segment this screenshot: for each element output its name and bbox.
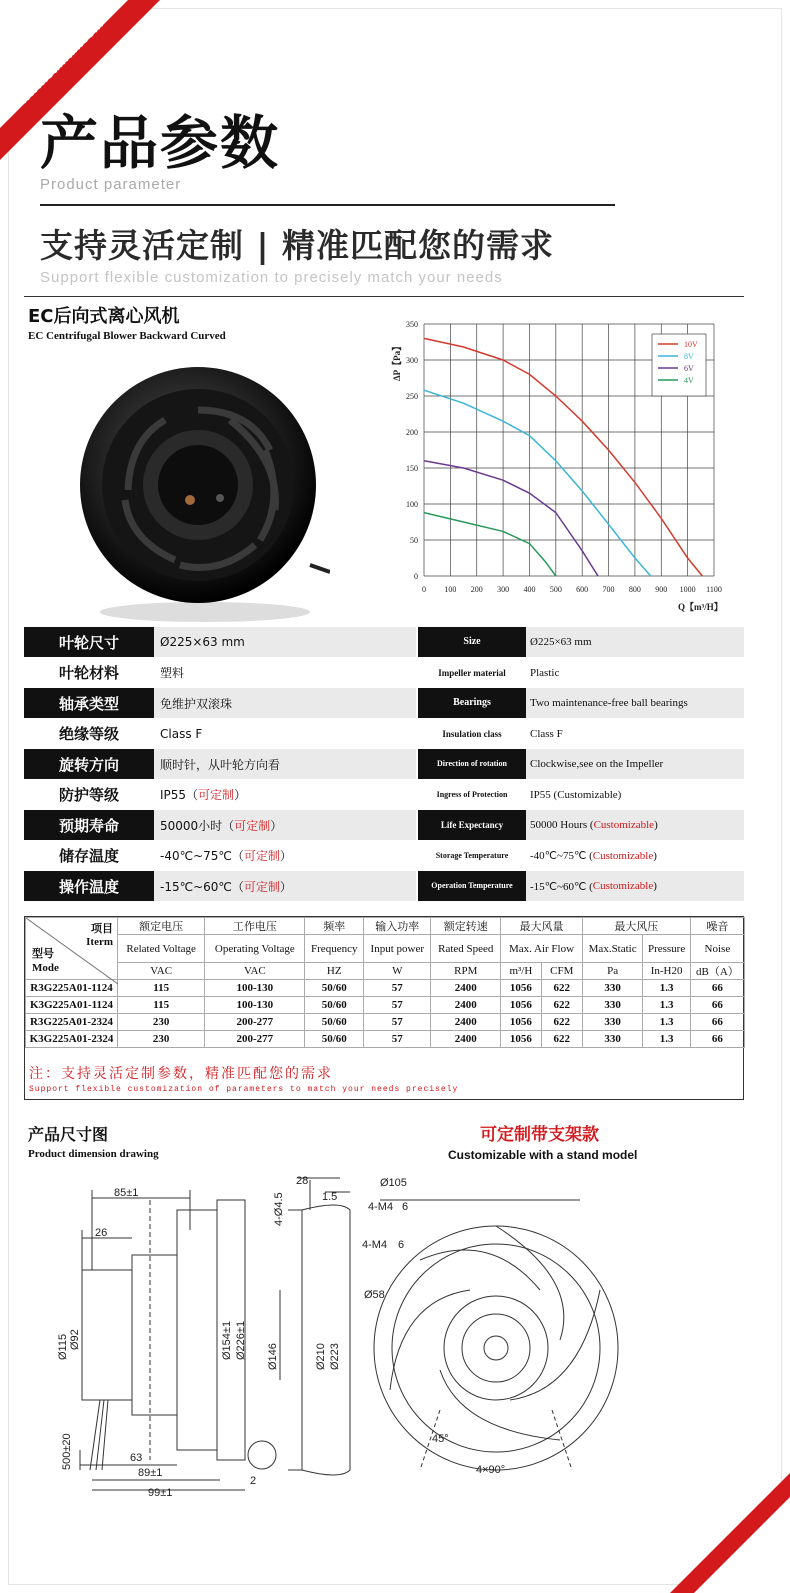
x-tick-label: 1000 xyxy=(679,585,696,594)
legend-label: 6V xyxy=(684,364,694,373)
dim-105: Ø105 xyxy=(380,1177,407,1189)
table-cell: 66 xyxy=(690,980,744,997)
dim-92: Ø92 xyxy=(69,1329,81,1350)
unit: W xyxy=(364,963,431,980)
table-cell: 622 xyxy=(541,997,582,1014)
x-tick-label: 1100 xyxy=(706,585,722,594)
col-head-cn: 额定电压 xyxy=(118,918,205,935)
y-tick-label: 0 xyxy=(414,572,418,581)
spec-value-en xyxy=(526,719,744,749)
table-cell: 1.3 xyxy=(643,997,690,1014)
spec-row xyxy=(24,688,744,718)
spec-row xyxy=(24,719,744,749)
spec-row xyxy=(24,658,744,688)
spec-label-cn: 旋转方向 xyxy=(24,749,154,779)
x-tick-label: 200 xyxy=(470,585,483,594)
customizable-tag: Customizable xyxy=(592,880,654,892)
dim-115: Ø115 xyxy=(57,1333,69,1360)
angle-90: 4×90° xyxy=(476,1464,506,1476)
spec-value-tail: ) xyxy=(654,819,658,831)
col-head-en: Frequency xyxy=(305,935,364,963)
spec-value-tail: ） xyxy=(279,849,292,863)
dim-99: 99±1 xyxy=(148,1487,173,1499)
custom-note-en: Support flexible customization of parameters to match your needs precisely xyxy=(29,1085,459,1094)
spec-value-en-text: IP55 (Customizable) xyxy=(530,788,622,801)
table-cell: 66 xyxy=(690,1031,744,1048)
dim-28: 28 xyxy=(296,1175,309,1187)
y-tick-label: 300 xyxy=(406,356,418,365)
spec-value-cn-text: -40℃~75℃（ xyxy=(160,849,244,863)
dim-58: Ø58 xyxy=(364,1289,385,1301)
spec-value-tail: ) xyxy=(653,880,657,892)
table-cell: 50/60 xyxy=(305,997,364,1014)
dim-85: 85±1 xyxy=(114,1187,139,1199)
dim-hole: 4-Ø4.5 xyxy=(273,1192,285,1226)
table-cell: 622 xyxy=(541,1031,582,1048)
dim-63: 63 xyxy=(130,1452,143,1464)
spec-value-cn xyxy=(154,627,416,657)
table-cell: 1.3 xyxy=(643,980,690,997)
custom-note: 注：支持灵活定制参数，精准匹配您的需求 xyxy=(29,1066,333,1082)
spec-label-cn: 叶轮材料 xyxy=(58,664,119,682)
spec-value-cn-text: Class F xyxy=(160,726,203,741)
spec-row xyxy=(24,627,744,657)
model-cn: 型号 xyxy=(32,947,54,960)
col-head-en: Pressure xyxy=(643,935,690,963)
table-cell: 330 xyxy=(582,980,643,997)
spec-value-cn-text: IP55（ xyxy=(160,788,199,802)
divider xyxy=(40,204,615,206)
col-head-en: Max.Static xyxy=(582,935,643,963)
col-head-en: Related Voltage xyxy=(118,935,205,963)
table-cell: 1056 xyxy=(501,1031,542,1048)
product-name-en: EC Centrifugal Blower Backward Curved xyxy=(28,330,226,342)
table-row xyxy=(26,1031,745,1048)
table-cell: 57 xyxy=(364,980,431,997)
spec-value-en-text: Clockwise,see on the Impeller xyxy=(530,758,664,770)
spec-value-en-text: Class F xyxy=(530,727,563,740)
spec-value-en xyxy=(526,780,744,810)
dim-2: 2 xyxy=(250,1475,257,1487)
page-subtitle: Product parameter xyxy=(40,176,182,193)
table-cell: 1056 xyxy=(501,1014,542,1031)
spec-value-en xyxy=(526,810,744,840)
item-cn: 项目 xyxy=(91,922,113,935)
unit: RPM xyxy=(431,963,501,980)
dim-m4b: 4-M4 xyxy=(362,1239,388,1251)
table-cell: 330 xyxy=(582,1014,643,1031)
dim-89: 89±1 xyxy=(138,1467,163,1479)
table-corner-cell xyxy=(26,918,118,980)
spec-row xyxy=(24,841,744,871)
table-cell: 2400 xyxy=(431,1031,501,1048)
series-line-4V xyxy=(424,513,556,576)
table-cell: 66 xyxy=(690,997,744,1014)
table-cell: 1.3 xyxy=(643,1014,690,1031)
y-tick-label: 200 xyxy=(406,428,418,437)
model-name: K3G225A01-2324 xyxy=(26,1031,118,1048)
spec-value-cn xyxy=(154,871,416,901)
unit: In-H20 xyxy=(643,963,690,980)
spec-label-cn: 操作温度 xyxy=(24,871,154,901)
table-row xyxy=(26,980,745,997)
fan-image xyxy=(80,350,330,625)
model-name: R3G225A01-2324 xyxy=(26,1014,118,1031)
table-cell: 330 xyxy=(582,1031,643,1048)
page-title: 产品参数 xyxy=(40,109,281,177)
spec-value-en-text: Ø225×63 mm xyxy=(530,636,592,648)
spec-value-cn xyxy=(154,810,416,840)
spec-value-cn xyxy=(154,658,416,688)
performance-chart xyxy=(378,306,738,618)
table-cell: 2400 xyxy=(431,997,501,1014)
spec-value-cn-text: 50000小时（ xyxy=(160,818,235,833)
x-tick-label: 500 xyxy=(549,585,562,594)
spec-label-cn: 轴承类型 xyxy=(24,688,154,718)
table-cell: 50/60 xyxy=(305,1031,364,1048)
stand-model-title: 可定制带支架款 xyxy=(480,1125,599,1145)
y-tick-label: 100 xyxy=(406,500,418,509)
col-head-en: Rated Speed xyxy=(431,935,501,963)
spec-value-cn-text: Ø225×63 mm xyxy=(160,635,245,649)
x-axis-label: Q【m³/H】 xyxy=(678,602,723,612)
dim-223: Ø223 xyxy=(329,1343,341,1370)
x-tick-label: 900 xyxy=(655,585,668,594)
x-tick-label: 300 xyxy=(497,585,510,594)
col-head-en: Max. Air Flow xyxy=(501,935,583,963)
col-head-en: Operating Voltage xyxy=(205,935,305,963)
spec-row xyxy=(24,749,744,779)
chart-legend xyxy=(652,334,706,396)
x-tick-label: 800 xyxy=(628,585,641,594)
dim-15: 1.5 xyxy=(322,1191,338,1203)
dim-depth: 6 xyxy=(402,1201,409,1213)
spec-value-cn-text: 免维护双滚珠 xyxy=(160,696,233,711)
spec-value-en-text: -15℃~60℃ ( xyxy=(530,880,593,893)
spec-value-cn xyxy=(154,719,416,749)
legend-label: 4V xyxy=(684,376,694,385)
col-head-cn: 额定转速 xyxy=(431,918,501,935)
customizable-tag: Customizable xyxy=(593,819,655,831)
dim-500: 500±20 xyxy=(61,1433,73,1470)
table-cell: 230 xyxy=(118,1031,205,1048)
spec-label-cn: 储存温度 xyxy=(58,847,119,865)
spec-label-en: Bearings xyxy=(418,688,526,718)
table-cell: 115 xyxy=(118,997,205,1014)
spec-row xyxy=(24,780,744,810)
spec-label-en: Ingress of Protection xyxy=(436,789,508,799)
slogan-en: Support flexible customization to precisely match your needs xyxy=(40,269,503,286)
dimension-title-en: Product dimension drawing xyxy=(28,1148,159,1160)
site-url[interactable]: www.stmfan.com xyxy=(15,16,107,107)
table-cell: 57 xyxy=(364,997,431,1014)
table-cell: 200-277 xyxy=(205,1014,305,1031)
table-cell: 1.3 xyxy=(643,1031,690,1048)
table-row xyxy=(26,997,745,1014)
dim-210: Ø210 xyxy=(315,1343,327,1370)
spec-label-en: Operation Temperature xyxy=(418,871,526,901)
unit: dB（A） xyxy=(690,963,744,980)
unit: m³/H xyxy=(501,963,542,980)
table-cell: 1056 xyxy=(501,997,542,1014)
spec-value-en xyxy=(526,658,744,688)
col-head-en: Input power xyxy=(364,935,431,963)
spec-value-cn xyxy=(154,688,416,718)
x-tick-label: 600 xyxy=(576,585,589,594)
dim-26: 26 xyxy=(95,1227,108,1239)
spec-label-en: Insulation class xyxy=(442,728,502,739)
spec-row xyxy=(24,871,744,901)
table-cell: 2400 xyxy=(431,1014,501,1031)
x-tick-label: 700 xyxy=(602,585,615,594)
series-line-8V xyxy=(424,390,651,576)
col-head-cn: 最大风量 xyxy=(501,918,583,935)
y-tick-label: 250 xyxy=(406,392,418,401)
table-cell: 50/60 xyxy=(305,980,364,997)
customizable-tag: 可定制 xyxy=(243,879,280,894)
spec-value-tail: ） xyxy=(234,788,247,802)
spec-value-cn xyxy=(154,780,416,810)
table-cell: 622 xyxy=(541,980,582,997)
dim-146: Ø146 xyxy=(267,1343,279,1370)
table-cell: 57 xyxy=(364,1014,431,1031)
spec-label-cn: 叶轮尺寸 xyxy=(24,627,154,657)
legend-label: 8V xyxy=(684,352,694,361)
unit: VAC xyxy=(205,963,305,980)
spec-label-en: Storage Temperature xyxy=(435,850,509,860)
spec-value-cn xyxy=(154,749,416,779)
spec-label-en: Size xyxy=(418,627,526,657)
item-en: Iterm xyxy=(86,936,113,948)
customizable-tag: Customizable xyxy=(592,849,654,862)
spec-label-en: Direction of rotation xyxy=(418,749,526,779)
spec-value-cn-text: 顺时针，从叶轮方向看 xyxy=(160,757,281,772)
model-table xyxy=(24,916,744,1100)
table-row xyxy=(26,1014,745,1031)
col-head-cn: 频率 xyxy=(305,918,364,935)
dimension-title: 产品尺寸图 xyxy=(28,1125,109,1144)
dim-154: Ø154±1 xyxy=(221,1320,233,1360)
model-name: R3G225A01-1124 xyxy=(26,980,118,997)
spec-value-tail: ） xyxy=(279,879,292,894)
corner-ribbon-bottom-inner xyxy=(694,1497,790,1593)
spec-label-cn: 防护等级 xyxy=(58,786,119,804)
model-name: K3G225A01-1124 xyxy=(26,997,118,1014)
unit: HZ xyxy=(305,963,364,980)
y-tick-label: 350 xyxy=(406,320,418,329)
x-tick-label: 100 xyxy=(444,585,457,594)
table-cell: 230 xyxy=(118,1014,205,1031)
angle-45: 45° xyxy=(432,1433,449,1445)
col-head-cn: 输入功率 xyxy=(364,918,431,935)
divider xyxy=(24,296,744,297)
dim-226: Ø226±1 xyxy=(235,1320,247,1360)
spec-value-en-text: 50000 Hours ( xyxy=(530,819,594,831)
y-tick-label: 150 xyxy=(406,464,418,473)
stand-model-title-en: Customizable with a stand model xyxy=(448,1148,638,1162)
spec-label-cn: 绝缘等级 xyxy=(58,725,119,743)
x-tick-label: 0 xyxy=(422,585,426,594)
col-head-en: Noise xyxy=(690,935,744,963)
table-cell: 100-130 xyxy=(205,997,305,1014)
unit: VAC xyxy=(118,963,205,980)
dim-depth: 6 xyxy=(398,1239,405,1251)
spec-value-cn-text: 塑料 xyxy=(160,666,185,680)
spec-value-en xyxy=(526,749,744,779)
spec-value-cn xyxy=(154,841,416,871)
model-en: Mode xyxy=(32,962,59,974)
dimension-drawing xyxy=(40,1170,740,1500)
table-cell: 115 xyxy=(118,980,205,997)
spec-value-tail: ) xyxy=(653,849,657,862)
spec-value-en xyxy=(526,627,744,657)
legend-label: 10V xyxy=(684,340,698,349)
col-head-cn: 噪音 xyxy=(690,918,744,935)
table-cell: 57 xyxy=(364,1031,431,1048)
spec-value-en xyxy=(526,871,744,901)
table-cell: 100-130 xyxy=(205,980,305,997)
spec-label-en: Life Expectancy xyxy=(418,810,526,840)
col-head-cn: 最大风压 xyxy=(582,918,690,935)
spec-label-en: Impeller material xyxy=(438,667,506,678)
spec-label-cn: 预期寿命 xyxy=(24,810,154,840)
spec-row xyxy=(24,810,744,840)
customizable-tag: 可定制 xyxy=(234,818,271,833)
spec-value-tail: ） xyxy=(270,818,283,833)
table-cell: 330 xyxy=(582,997,643,1014)
col-head-cn: 工作电压 xyxy=(205,918,305,935)
spec-value-en-text: -40℃~75℃ ( xyxy=(530,850,593,862)
spec-value-en-text: Two maintenance-free ball bearings xyxy=(530,697,688,709)
table-cell: 622 xyxy=(541,1014,582,1031)
customizable-tag: 可定制 xyxy=(243,849,280,863)
table-cell: 66 xyxy=(690,1014,744,1031)
table-cell: 1056 xyxy=(501,980,542,997)
spec-value-cn-text: -15℃~60℃（ xyxy=(160,879,244,894)
unit: Pa xyxy=(582,963,643,980)
unit: CFM xyxy=(541,963,582,980)
slogan: 支持灵活定制 | 精准匹配您的需求 xyxy=(40,226,555,265)
spec-value-en xyxy=(526,688,744,718)
table-cell: 50/60 xyxy=(305,1014,364,1031)
dim-m4a: 4-M4 xyxy=(368,1201,394,1213)
y-axis-label: ΔP【Pa】 xyxy=(392,341,402,381)
spec-value-en-text: Plastic xyxy=(530,666,560,679)
customizable-tag: 可定制 xyxy=(198,788,235,802)
table-cell: 200-277 xyxy=(205,1031,305,1048)
x-tick-label: 400 xyxy=(523,585,536,594)
table-cell: 2400 xyxy=(431,980,501,997)
spec-value-en xyxy=(526,841,744,871)
product-name: EC后向式离心风机 xyxy=(28,306,180,327)
y-tick-label: 50 xyxy=(410,536,418,545)
